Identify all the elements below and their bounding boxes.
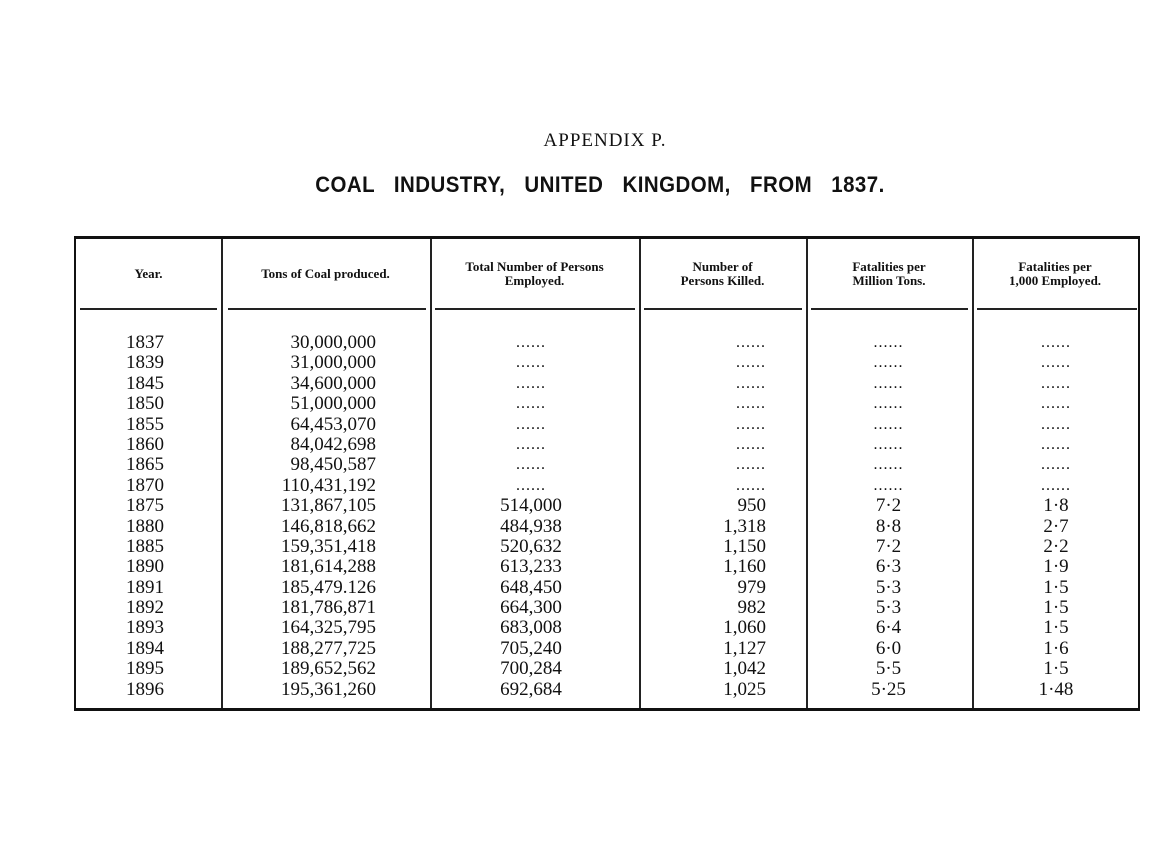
table-cell: 1894 [126,637,164,659]
column-divider [972,239,974,708]
table-cell: ...... [736,415,766,433]
table-cell: 8·8 [875,515,902,537]
table-cell: 979 [737,576,766,598]
per-1000-employed-column [1021,333,1091,700]
table-cell: ...... [1041,415,1071,433]
table-cell: 189,652,562 [281,658,376,680]
header-rule [435,308,635,310]
appendix-label: APPENDIX P. [543,130,667,151]
table-cell: ...... [1041,374,1071,392]
table-cell: 2·2 [1043,535,1069,557]
table-cell: 5·3 [875,576,902,598]
employed-column [486,333,576,700]
table-cell: ...... [516,476,546,494]
table-cell: 1845 [126,372,164,394]
per-million-tons-column [856,333,921,700]
table-cell: 1885 [126,535,164,557]
table-cell: 700,284 [500,658,562,680]
table-cell: 514,000 [500,495,562,517]
table-cell: 484,938 [500,515,562,537]
table-cell: 613,233 [500,556,562,578]
table-cell: ...... [736,456,766,474]
table-cell: ...... [873,456,904,474]
header-killed: Number of Persons Killed. [680,258,765,288]
column-divider [806,239,808,708]
table-cell: 1880 [126,515,164,537]
table-cell: 110,431,192 [281,474,376,496]
table-cell: 1,150 [723,535,766,557]
table-cell: ...... [736,334,766,351]
header-employed: Total Number of Persons Employed. [465,258,604,288]
table-cell: ...... [736,374,766,392]
table-cell: 1870 [126,474,164,496]
table-cell: 6·4 [875,617,902,639]
table-cell: 5·5 [875,658,902,680]
table-cell: 1890 [126,556,164,578]
table-cell: 1·5 [1043,576,1069,598]
table-cell: 31,000,000 [290,352,376,374]
table-cell: ...... [736,395,766,413]
table-cell: ...... [1041,354,1071,372]
table-cell: 84,042,698 [290,433,376,455]
table-cell: ...... [736,354,766,372]
table-cell: 6·3 [875,556,902,578]
table-cell: ...... [1041,476,1071,494]
table-cell: 159,351,418 [281,535,376,557]
table-cell: 181,614,288 [281,556,376,578]
header-rule [977,308,1137,310]
table-cell: ...... [873,476,904,494]
table-cell: ...... [1041,456,1071,474]
table-cell: ...... [873,435,904,453]
table-cell: 1875 [126,495,164,517]
table-cell: ...... [516,435,546,453]
table-cell: 98,450,587 [290,454,376,476]
table-cell: 1·8 [1043,495,1069,517]
table-cell: ...... [1041,435,1071,453]
table-cell: 7·2 [875,495,902,517]
table-cell: ...... [736,435,766,453]
column-divider [221,239,223,708]
killed-column [676,333,766,700]
header-per-1000-employed: Fatalities per 1,000 Employed. [1008,258,1102,288]
table-cell: 51,000,000 [290,393,376,415]
table-cell: 188,277,725 [281,637,376,659]
table-cell: 6·0 [875,637,902,659]
table-cell: 5·25 [871,678,906,700]
table-cell: 34,600,000 [290,372,376,394]
table-cell: 1·5 [1043,617,1069,639]
table-cell: 1893 [126,617,164,639]
table-cell: 1892 [126,597,164,619]
table-cell: 185,479.126 [281,576,376,598]
table-cell: 1837 [126,332,164,353]
table-cell: 1839 [126,352,164,374]
header-rule [644,308,802,310]
table-cell: 1·9 [1043,556,1069,578]
table-cell: 1·5 [1043,597,1069,619]
table-cell: 1860 [126,433,164,455]
table-cell: 146,818,662 [281,515,376,537]
coal-table [74,236,1140,711]
table-cell: 164,325,795 [281,617,376,639]
table-cell: 2·7 [1043,515,1069,537]
table-cell: 1·6 [1043,637,1069,659]
table-cell: 1,060 [723,617,766,639]
table-cell: ...... [736,476,766,494]
table-cell: 5·3 [875,597,902,619]
table-cell: ...... [516,334,546,351]
table-cell: 648,450 [500,576,562,598]
table-cell: 520,632 [500,535,562,557]
table-cell: ...... [516,374,546,392]
table-cell: 1,127 [723,637,766,659]
page-title: COAL INDUSTRY, UNITED KINGDOM, FROM 1837. [315,172,885,197]
table-cell: 1,025 [723,678,766,700]
column-divider [430,239,432,708]
table-cell: 664,300 [500,597,562,619]
table-cell: 1,042 [723,658,766,680]
table-cell: 7·2 [875,535,902,557]
table-cell: 982 [737,597,766,619]
table-cell: 692,684 [500,678,562,700]
table-cell: 181,786,871 [281,597,376,619]
table-cell: 1855 [126,413,164,435]
table-cell: ...... [1041,395,1071,413]
header-tons: Tons of Coal produced. [261,265,390,281]
table-cell: 705,240 [500,637,562,659]
table-cell: 1·5 [1043,658,1069,680]
header-rule [811,308,968,310]
table-cell: ...... [516,415,546,433]
table-cell: ...... [516,456,546,474]
table-cell: 1850 [126,393,164,415]
table-cell: ...... [873,374,904,392]
table-cell: 950 [737,495,766,517]
table-cell: 1895 [126,658,164,680]
header-rule [228,308,426,310]
table-cell: 1,160 [723,556,766,578]
table-cell: ...... [873,334,904,351]
table-cell: 1891 [126,576,164,598]
table-cell: ...... [1041,334,1071,351]
table-cell: 1865 [126,454,164,476]
table-cell: ...... [873,395,904,413]
table-cell: 1·48 [1038,678,1074,700]
table-cell: ...... [516,354,546,372]
header-per-million-tons: Fatalities per Million Tons. [852,258,926,288]
year-column [126,333,164,700]
table-cell: 1,318 [723,515,766,537]
tons-column [248,333,376,700]
table-cell: ...... [873,415,904,433]
column-divider [639,239,641,708]
header-rule [80,308,217,310]
header-year: Year. [134,265,163,281]
table-cell: ...... [873,354,904,372]
table-cell: 1896 [126,678,164,700]
table-cell: 683,008 [500,617,562,639]
table-cell: 30,000,000 [290,332,376,353]
table-cell: 64,453,070 [290,413,376,435]
table-cell: 131,867,105 [281,495,376,517]
table-cell: 195,361,260 [281,678,376,700]
table-cell: ...... [516,395,546,413]
